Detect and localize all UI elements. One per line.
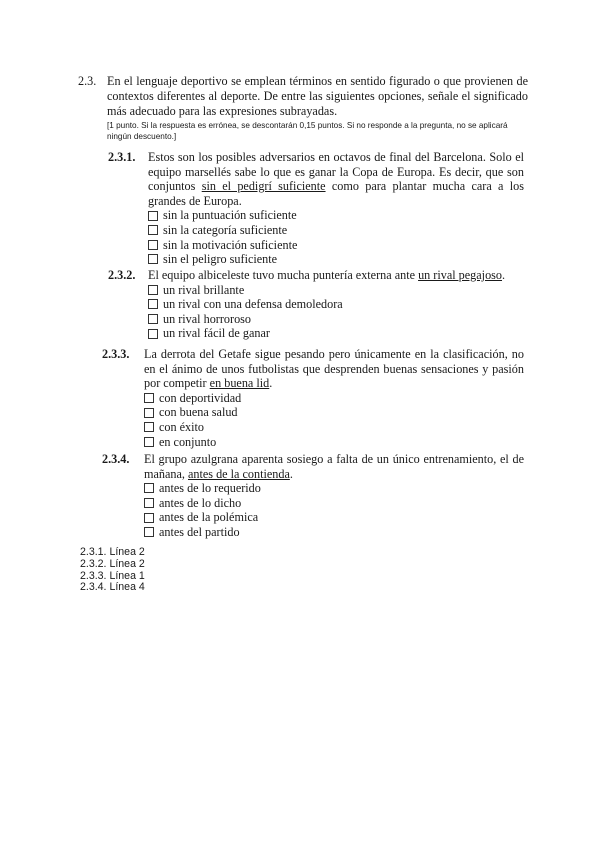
checkbox[interactable] xyxy=(148,299,158,309)
item-number: 2.3.1. xyxy=(108,150,136,164)
option-4[interactable]: antes del partido xyxy=(144,525,524,540)
checkbox[interactable] xyxy=(148,225,158,235)
answer-line: 2.3.2. Línea 2 xyxy=(80,557,145,570)
item-statement: La derrota del Getafe sigue pesando pero únicamente en la clasificación, no en el ánimo de unos futbolistas que desprenden buenas sensaciones y pasión por competir en buena lid. xyxy=(144,347,524,391)
option-1[interactable]: un rival brillante xyxy=(148,283,528,298)
checkbox[interactable] xyxy=(144,422,154,432)
item-number: 2.3.4. xyxy=(102,452,130,466)
item-number: 2.3.2. xyxy=(108,268,136,282)
answer-line: 2.3.1. Línea 2 xyxy=(80,546,145,558)
question-2-3 xyxy=(78,74,528,142)
item-number: 2.3.3. xyxy=(102,347,130,361)
checkbox[interactable] xyxy=(148,254,158,264)
question-statement: En el lenguaje deportivo se emplean términos en sentido figurado o que provienen de contextos diferentes al deporte. De entre las siguientes opciones, señale el significado más adecuado para las expresiones subrayadas. xyxy=(107,74,528,118)
underlined-expression: sin el pedigrí suficiente xyxy=(201,179,326,194)
option-3[interactable]: antes de la polémica xyxy=(144,510,524,525)
checkbox[interactable] xyxy=(144,408,154,418)
checkbox[interactable] xyxy=(144,527,154,537)
option-3[interactable]: un rival horroroso xyxy=(148,312,528,327)
underlined-expression: antes de la contienda xyxy=(188,466,290,481)
checkbox[interactable] xyxy=(148,211,158,221)
checkbox[interactable] xyxy=(144,513,154,523)
answer-line: 2.3.4. Línea 4 xyxy=(80,581,145,594)
item-2-3-4 xyxy=(102,452,524,540)
option-3[interactable]: con éxito xyxy=(144,420,524,435)
scoring-note: [1 punto. Si la respuesta es errónea, se descontarán 0,15 puntos. Si no responde a la pregunta, no se aplicará ningún descuento.] xyxy=(107,121,508,141)
underlined-expression: en buena lid xyxy=(209,376,270,391)
option-2[interactable]: sin la categoría suficiente xyxy=(148,223,524,238)
option-3[interactable]: sin la motivación suficiente xyxy=(148,238,524,253)
checkbox[interactable] xyxy=(144,483,154,493)
option-4[interactable]: sin el peligro suficiente xyxy=(148,252,524,267)
item-2-3-1 xyxy=(108,150,524,267)
answer-key xyxy=(80,547,145,594)
option-1[interactable]: con deportividad xyxy=(144,391,524,406)
option-4[interactable]: un rival fácil de ganar xyxy=(148,326,528,341)
checkbox[interactable] xyxy=(148,285,158,295)
checkbox[interactable] xyxy=(148,240,158,250)
answer-line: 2.3.3. Línea 1 xyxy=(80,569,145,582)
option-2[interactable]: con buena salud xyxy=(144,405,524,420)
checkbox[interactable] xyxy=(148,329,158,339)
checkbox[interactable] xyxy=(144,393,154,403)
item-statement: Estos son los posibles adversarios en octavos de final del Barcelona. Solo el equipo marsellés sabe lo que es ganar la Copa de Europa. Es decir, que son conjuntos sin el pedigrí suficiente como para plantar mucha cara a los grandes de Europa. xyxy=(148,150,524,208)
item-2-3-3 xyxy=(102,347,524,449)
option-2[interactable]: un rival con una defensa demoledora xyxy=(148,297,528,312)
underlined-expression: un rival pegajoso xyxy=(418,268,503,282)
item-statement: El equipo albiceleste tuvo mucha puntería externa ante un rival pegajoso. xyxy=(148,268,506,282)
checkbox[interactable] xyxy=(144,437,154,447)
item-2-3-2 xyxy=(108,268,528,341)
item-statement: El grupo azulgrana aparenta sosiego a falta de un único entrenamiento, el de mañana, antes de la contienda. xyxy=(144,452,524,481)
option-1[interactable]: sin la puntuación suficiente xyxy=(148,208,524,223)
option-2[interactable]: antes de lo dicho xyxy=(144,496,524,511)
option-1[interactable]: antes de lo requerido xyxy=(144,481,524,496)
checkbox[interactable] xyxy=(148,314,158,324)
checkbox[interactable] xyxy=(144,498,154,508)
question-number: 2.3. xyxy=(78,74,97,88)
option-4[interactable]: en conjunto xyxy=(144,435,524,450)
